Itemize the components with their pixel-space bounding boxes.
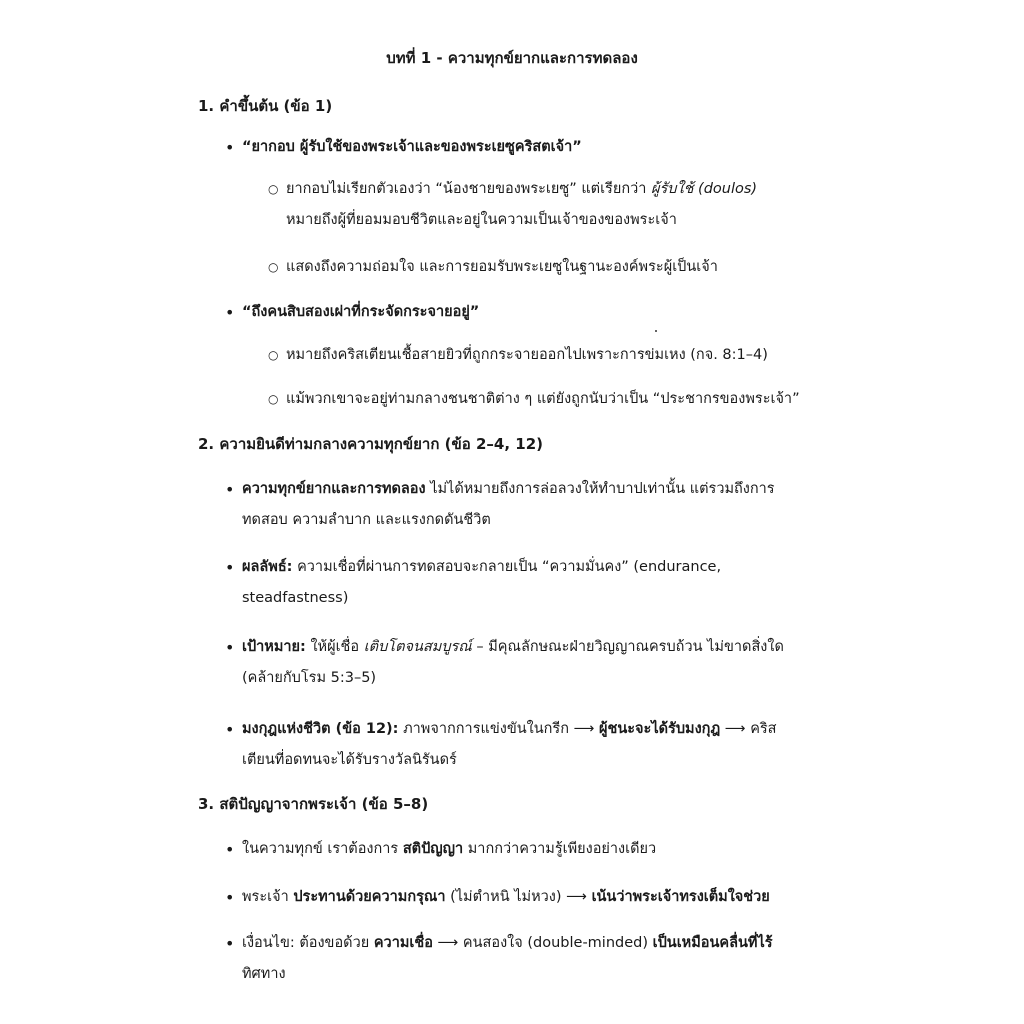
bullet-icon: • bbox=[225, 638, 235, 657]
sub-bullet-text: แม้พวกเขาจะอยู่ท่ามกลางชนชาติต่าง ๆ แต่ยังถูกนับว่าเป็น “ประชากรของพระเจ้า” bbox=[286, 391, 800, 407]
section-3-heading: 3. สติปัญญาจากพระเจ้า (ข้อ 5–8) bbox=[198, 795, 429, 813]
circle-bullet-icon: ○ bbox=[268, 182, 279, 196]
circle-bullet-icon: ○ bbox=[268, 392, 279, 406]
bullet-text: ผลลัพธ์: ความเชื่อที่ผ่านการทดสอบจะกลายเป็น “ความมั่นคง” (endurance, steadfastness) bbox=[242, 559, 722, 606]
sub-bullet-text: หมายถึงคริสเตียนเชื้อสายยิวที่ถูกกระจายออกไปเพราะการข่มเหง (กจ. 8:1–4) bbox=[286, 347, 768, 363]
sub-bullet-text: แสดงถึงความถ่อมใจ และการยอมรับพระเยซูในฐานะองค์พระผู้เป็นเจ้า bbox=[286, 259, 718, 275]
bullet-text: ความทุกข์ยากและการทดลอง ไม่ได้หมายถึงการล่อลวงให้ทำบาปเท่านั้น แต่รวมถึงการ ทดสอบ ความลำบาก และแรงกดดันชีวิต bbox=[242, 481, 775, 528]
bullet-text: เป้าหมาย: ให้ผู้เชื่อ เติบโตจนสมบูรณ์ – มีคุณลักษณะฝ่ายวิญญาณครบถ้วน ไม่ขาดสิ่งใด (คล้ายกับโรม 5:3–5) bbox=[242, 639, 784, 686]
bullet-text: มงกุฎแห่งชีวิต (ข้อ 12): ภาพจากการแข่งขันในกรีก ⟶ ผู้ชนะจะได้รับมงกุฎ ⟶ คริส เตียนที่อดทนจะได้รับรางวัลนิรันดร์ bbox=[242, 721, 777, 768]
bullet-icon: • bbox=[225, 138, 235, 157]
sub-bullet-text: ยากอบไม่เรียกตัวเองว่า “น้องชายของพระเยซู” แต่เรียกว่า ผู้รับใช้ (doulos) bbox=[286, 181, 758, 197]
bullet-icon: • bbox=[225, 888, 235, 907]
bullet-icon: • bbox=[225, 934, 235, 953]
bullet-icon: • bbox=[225, 840, 235, 859]
bullet-text: ในความทุกข์ เราต้องการ สติปัญญา มากกว่าความรู้เพียงอย่างเดียว bbox=[242, 841, 657, 857]
section-1-heading: 1. คำขึ้นต้น (ข้อ 1) bbox=[198, 97, 333, 115]
circle-bullet-icon: ○ bbox=[268, 260, 279, 274]
sub-bullet-text: หมายถึงผู้ที่ยอมมอบชีวิตและอยู่ในความเป็นเจ้าของของพระเจ้า bbox=[286, 212, 677, 228]
scan-speck bbox=[655, 330, 657, 332]
bullet-icon: • bbox=[225, 303, 235, 322]
bullet-text: “ถึงคนสิบสองเผ่าที่กระจัดกระจายอยู่” bbox=[242, 304, 480, 320]
bullet-icon: • bbox=[225, 558, 235, 577]
bullet-icon: • bbox=[225, 720, 235, 739]
bullet-text: เงื่อนไข: ต้องขอด้วย ความเชื่อ ⟶ คนสองใจ (double-minded) เป็นเหมือนคลื่นที่ไร้ ทิศทาง bbox=[242, 935, 773, 982]
bullet-text: พระเจ้า ประทานด้วยความกรุณา (ไม่ตำหนิ ไม่หวง) ⟶ เน้นว่าพระเจ้าทรงเต็มใจช่วย bbox=[242, 889, 770, 905]
circle-bullet-icon: ○ bbox=[268, 348, 279, 362]
section-2-heading: 2. ความยินดีท่ามกลางความทุกข์ยาก (ข้อ 2–4, 12) bbox=[198, 435, 543, 453]
bullet-icon: • bbox=[225, 480, 235, 499]
chapter-title: บทที่ 1 - ความทุกข์ยากและการทดลอง bbox=[386, 49, 638, 67]
bullet-text: “ยากอบ ผู้รับใช้ของพระเจ้าและของพระเยซูคริสตเจ้า” bbox=[242, 139, 582, 155]
